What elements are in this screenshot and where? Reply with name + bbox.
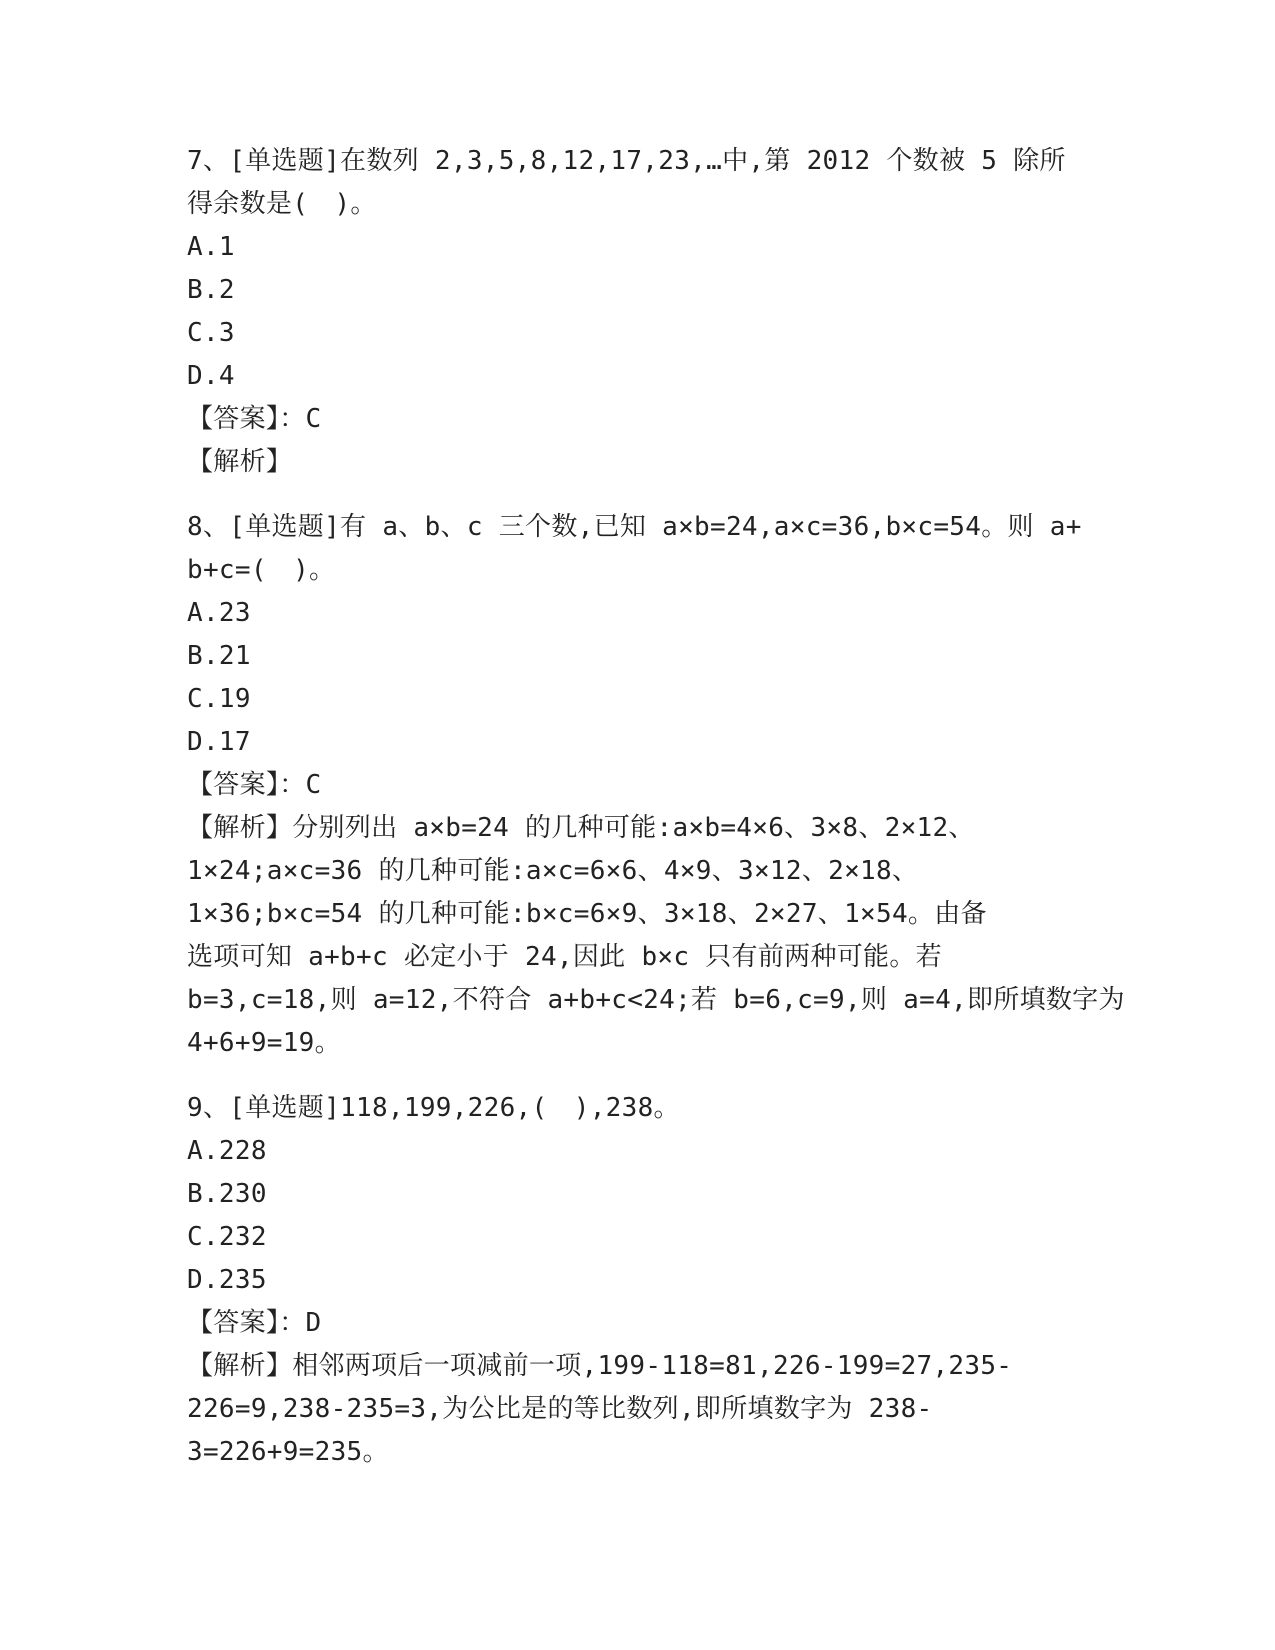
option-d: D.4	[187, 361, 235, 391]
analysis-line: 226=9,238-235=3,为公比是的等比数列,即所填数字为 238-	[187, 1394, 933, 1424]
analysis-line: 选项可知 a+b+c 必定小于 24,因此 b×c 只有前两种可能。若	[187, 942, 942, 972]
option-a: A.228	[187, 1136, 267, 1166]
answer-line: 【答案】：D	[187, 1308, 322, 1338]
option-c: C.232	[187, 1222, 267, 1252]
question-9	[187, 1087, 1087, 1474]
question-8	[187, 506, 1125, 1065]
analysis-line: 1×24;a×c=36 的几种可能:a×c=6×6、4×9、3×12、2×18、	[187, 856, 919, 886]
option-d: D.17	[187, 727, 251, 757]
answer-line: 【答案】：C	[187, 770, 322, 800]
option-a: A.1	[187, 232, 235, 262]
option-a: A.23	[187, 598, 251, 628]
analysis-line: 【解析】相邻两项后一项减前一项,199-118=81,226-199=27,235-	[187, 1351, 1013, 1381]
option-b: B.230	[187, 1179, 267, 1209]
document-page	[187, 140, 1125, 1496]
option-d: D.235	[187, 1265, 267, 1295]
question-stem: 9、[单选题]118,199,226,( ),238。	[187, 1093, 680, 1123]
analysis-line: 【解析】	[187, 447, 293, 477]
analysis-line: b=3,c=18,则 a=12,不符合 a+b+c<24;若 b=6,c=9,则 a=4,即所填数字为	[187, 985, 1125, 1015]
option-b: B.21	[187, 641, 251, 671]
option-c: C.19	[187, 684, 251, 714]
option-b: B.2	[187, 275, 235, 305]
analysis-line: 【解析】分别列出 a×b=24 的几种可能:a×b=4×6、3×8、2×12、	[187, 813, 975, 843]
analysis-line: 4+6+9=19。	[187, 1028, 341, 1058]
answer-line: 【答案】：C	[187, 404, 322, 434]
analysis-line: 3=226+9=235。	[187, 1437, 389, 1467]
question-stem: 7、[单选题]在数列 2,3,5,8,12,17,23,…中,第 2012 个数被 5 除所得余数是( )。	[187, 146, 1066, 219]
option-c: C.3	[187, 318, 235, 348]
analysis-line: 1×36;b×c=54 的几种可能:b×c=6×9、3×18、2×27、1×54。由备	[187, 899, 987, 929]
question-stem: 8、[单选题]有 a、b、c 三个数,已知 a×b=24,a×c=36,b×c=54。则 a+b+c=( )。	[187, 512, 1082, 585]
question-7	[187, 140, 1087, 484]
